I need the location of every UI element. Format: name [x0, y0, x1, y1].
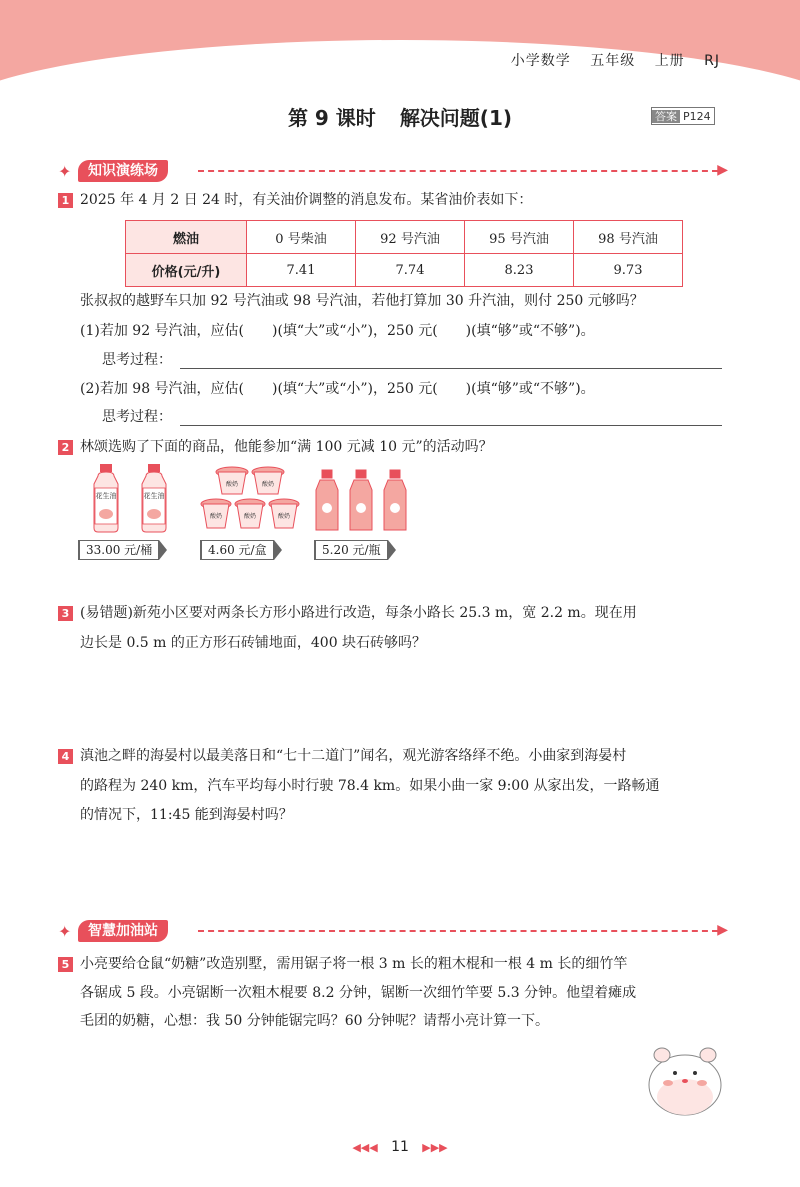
q3-line1: (易错题)新苑小区要对两条长方形小路进行改造，每条小路长 25.3 m，宽 2.2 m。现在用: [80, 605, 637, 621]
section-boost-label: 智慧加油站: [78, 920, 168, 942]
think-label: 思考过程：: [102, 409, 172, 425]
arrows-left-icon: ◀◀◀: [352, 1141, 378, 1154]
q1-question: 张叔叔的越野车只加 92 号汽油或 98 号汽油，若他打算加 30 升汽油，则付 250 元够吗？: [80, 293, 644, 309]
q4-line1: 滇池之畔的海晏村以最美落日和“七十二道门”闻名，观光游客络绎不绝。小曲家到海晏村: [80, 748, 627, 764]
answer-line[interactable]: [180, 368, 722, 369]
oil-price-table: [125, 220, 683, 287]
section-star-icon: ✦: [58, 922, 72, 941]
section-star-icon: ✦: [58, 162, 72, 181]
q5-line3: 毛团的奶糖，心想：我 50 分钟能锯完吗？60 分钟呢？请帮小亮计算一下。: [80, 1013, 549, 1029]
juice-bottles-image: [312, 468, 412, 534]
price-tag-juice: 5.20 元/瓶: [314, 540, 388, 560]
table-cell: 8.23: [465, 254, 574, 287]
answer-reference: [651, 107, 715, 125]
cup-label: 酸奶: [243, 513, 257, 520]
q2-text: 林颂选购了下面的商品，他能参加“满 100 元减 10 元”的活动吗？: [80, 439, 493, 455]
question-number: 2: [58, 440, 73, 455]
lesson-topic: 解决问题(1): [399, 106, 513, 130]
table-cell: 7.74: [356, 254, 465, 287]
q3-line2: 边长是 0.5 m 的正方形石砖铺地面，400 块石砖够吗？: [80, 635, 427, 651]
q1-part2: (2)若加 98 号汽油，应估( )(填“大”或“小”)，250 元( )(填“够”或“不够”)。: [80, 381, 595, 397]
think-label: 思考过程：: [102, 352, 172, 368]
header-info: [497, 50, 720, 70]
q4-line3: 的情况下，11:45 能到海晏村吗？: [80, 807, 293, 823]
price-tag-oil: 33.00 元/桶: [78, 540, 159, 560]
question-number: 3: [58, 606, 73, 621]
header-edition: RJ: [704, 53, 720, 69]
q5-line2: 各锯成 5 段。小亮锯断一次粗木棍要 8.2 分钟，锯断一次细竹竿要 5.3 分钟。他望着瘫成: [80, 985, 637, 1001]
section-divider: [198, 170, 718, 172]
question-number: 4: [58, 749, 73, 764]
q1-part1: (1)若加 92 号汽油，应估( )(填“大”或“小”)，250 元( )(填“够”或“不够”)。: [80, 323, 595, 339]
q5-line1: 小亮要给仓鼠“奶糖”改造别墅，需用锯子将一根 3 m 长的粗木棍和一根 4 m 长的细竹竿: [80, 956, 628, 972]
arrows-right-icon: ▶▶▶: [422, 1141, 448, 1154]
price-tag-yogurt: 4.60 元/盒: [200, 540, 274, 560]
hamster-illustration: [640, 1035, 730, 1120]
header-volume: 上册: [654, 53, 685, 69]
table-cell: 9.73: [574, 254, 683, 287]
q1-intro: 2025 年 4 月 2 日 24 时，有关油价调整的消息发布。某省油价表如下：: [80, 192, 533, 208]
yogurt-image: [198, 464, 304, 534]
header-subject: 小学数学: [510, 53, 571, 69]
table-cell: 98 号汽油: [574, 221, 683, 254]
section-divider: [198, 930, 718, 932]
answer-line[interactable]: [180, 425, 722, 426]
arrow-right-icon: ▶: [717, 922, 728, 938]
section-practice-label: 知识演练场: [78, 160, 168, 182]
answer-page: P124: [683, 110, 711, 123]
table-cell: 92 号汽油: [356, 221, 465, 254]
peanut-oil-image: [90, 462, 182, 534]
table-cell: 0 号柴油: [247, 221, 356, 254]
table-header-cell: 燃油: [126, 221, 247, 254]
q4-line2: 的路程为 240 km，汽车平均每小时行驶 78.4 km。如果小曲一家 9:00 从家出发，一路畅通: [80, 778, 660, 794]
section-boost: [58, 918, 728, 944]
table-cell: 7.41: [247, 254, 356, 287]
header-grade: 五年级: [590, 53, 636, 69]
cup-label: 酸奶: [225, 481, 239, 488]
cup-label: 酸奶: [261, 481, 275, 488]
cup-label: 酸奶: [209, 513, 223, 520]
section-practice: [58, 158, 728, 184]
table-cell: 95 号汽油: [465, 221, 574, 254]
page-number: 11: [391, 1139, 409, 1155]
page-footer: [0, 1139, 800, 1155]
cup-label: 酸奶: [277, 513, 291, 520]
arrow-right-icon: ▶: [717, 162, 728, 178]
bottle-label: 花生油: [143, 492, 165, 500]
question-number: 5: [58, 957, 73, 972]
table-header-cell: 价格(元/升): [126, 254, 247, 287]
bottle-label: 花生油: [95, 492, 117, 500]
answer-label: 答案: [652, 110, 680, 123]
question-number: 1: [58, 193, 73, 208]
lesson-number: 第 9 课时: [287, 106, 376, 130]
